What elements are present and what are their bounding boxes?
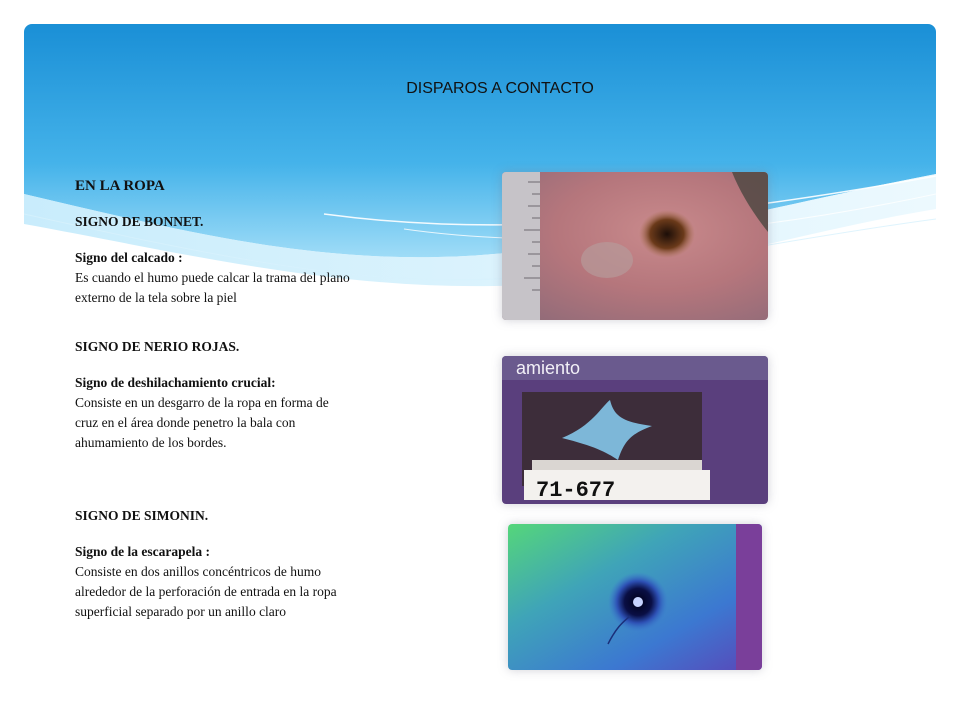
slide-title: DISPAROS A CONTACTO — [406, 80, 594, 97]
photo-bonnet-sign — [502, 172, 768, 320]
sign-bonnet — [75, 212, 455, 308]
sign-nerio-rojas — [75, 337, 455, 453]
photo-caption: amiento — [516, 358, 581, 378]
photo-nerio-rojas-sign — [502, 356, 768, 504]
sign-name: Signo de deshilachamiento crucial: — [75, 375, 276, 390]
text-content — [75, 176, 455, 622]
sign-description: Consiste en un desgarro de la ropa en forma de cruz en el área donde penetro la bala con ahumamiento de los bordes. — [75, 395, 329, 450]
sign-description: Es cuando el humo puede calcar la trama del plano externo de la tela sobre la piel — [75, 270, 350, 305]
sign-name: Signo del calcado : — [75, 250, 183, 265]
sign-heading: SIGNO DE NERIO ROJAS. — [75, 339, 240, 354]
sign-description: Consiste en dos anillos concéntricos de humo alrededor de la perforación de entrada en la ropa superficial separado por un anillo claro — [75, 564, 337, 619]
photo-label: 71-677 — [536, 478, 616, 503]
section-title: EN LA ROPA — [75, 178, 165, 194]
sign-name: Signo de la escarapela : — [75, 544, 210, 559]
sign-heading: SIGNO DE BONNET. — [75, 214, 204, 229]
photo-simonin-sign — [508, 524, 762, 670]
slide — [24, 24, 936, 696]
sign-heading: SIGNO DE SIMONIN. — [75, 508, 209, 523]
sign-simonin — [75, 506, 455, 622]
